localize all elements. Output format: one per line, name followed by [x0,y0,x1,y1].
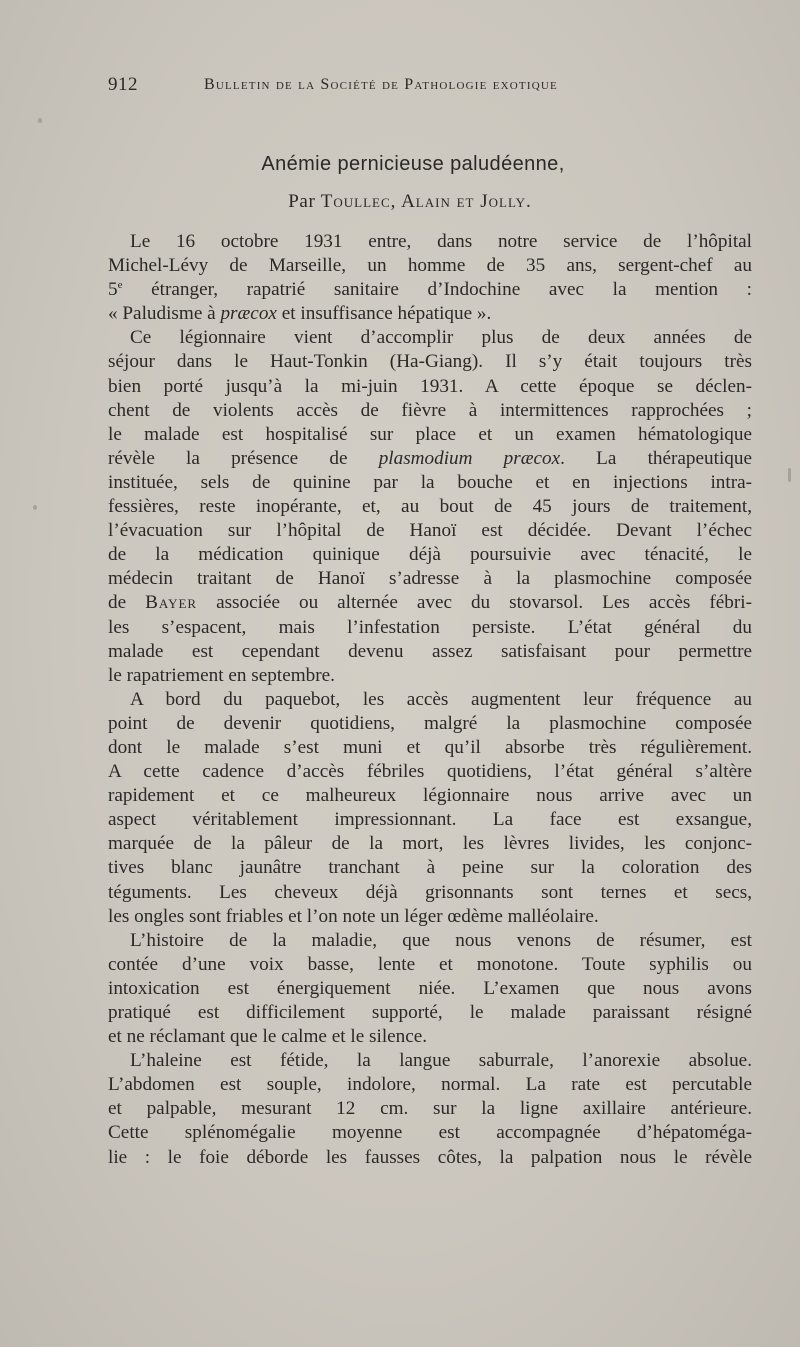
line-text: A cette cadence d’accès fébriles quotidiens, l’état général s’altère [108,761,752,783]
text-line [108,664,752,688]
line-text: contée d’une voix basse, lente et monotone. Toute syphilis ou [108,953,752,975]
article-authors [0,191,800,213]
text-line [108,1121,752,1145]
text-line [108,977,752,1001]
text-line [108,953,752,977]
text-line [108,688,752,712]
line-sc: Bayer [145,592,198,614]
line-text: fessières, reste inopérante, et, au bout de 45 jours de traitement, [108,496,752,518]
line-text: instituée, sels de quinine par la bouche et en injections intra- [108,471,752,493]
line-text: de [108,592,146,614]
author-names: Toullec, Alain et Jolly. [320,191,532,212]
line-text: L’haleine est fétide, la langue saburrale, l’anorexie absolue. [130,1050,752,1072]
running-head-title: Bulletin de la Société de Pathologie exotique [204,76,558,93]
line-text: le rapatriement en septembre. [108,664,335,686]
text-line [108,399,752,423]
text-line [108,712,752,736]
line-text: et palpable, mesurant 12 cm. sur la ligne axillaire antérieure. [108,1098,752,1120]
line-text: L’histoire de la maladie, que nous venons de résumer, est [130,929,752,951]
line-text: malade est cependant devenu assez satisfaisant pour permettre [108,640,752,662]
line-text: révèle la présence de [108,447,379,469]
text-line [108,1097,752,1121]
text-line [108,278,752,302]
text-line [108,1073,752,1097]
line-text: téguments. Les cheveux déjà grisonnants sont ternes et secs, [108,881,752,903]
line-text: Ce légionnaire vient d’accomplir plus de deux années de [130,327,752,349]
page-number: 912 [108,74,138,95]
line-text: séjour dans le Haut-Tonkin (Ha-Giang). Il s’y était toujours très [108,351,752,373]
text-line [108,350,752,374]
line-text: marquée de la pâleur de la mort, les lèvres livides, les conjonc- [108,833,752,855]
line-ital: præcox [220,303,277,325]
line-text: tives blanc jaunâtre tranchant à peine sur la coloration des [108,857,752,879]
text-line [108,519,752,543]
line-text: et ne réclamant que le calme et le silence. [108,1026,428,1048]
by-label: Par [288,191,316,212]
line-text: aspect véritablement impressionnant. La face est exsangue, [108,809,752,831]
text-line [108,471,752,495]
text-line [108,856,752,880]
line-text: point de devenir quotidiens, malgré la plasmochine composée [108,712,752,734]
text-line [108,616,752,640]
line-text: lie : le foie déborde les fausses côtes, la palpation nous le révèle [108,1146,752,1168]
article-body [108,230,752,1170]
text-line [108,302,752,326]
text-line [108,254,752,278]
line-text: Le 16 octobre 1931 entre, dans notre service de l’hôpital [130,231,752,252]
text-line [108,1049,752,1073]
line-text: le malade est hospitalisé sur place et un examen hématologique [108,423,752,445]
text-line [108,567,752,591]
line-text: intoxication est énergiquement niée. L’examen que nous avons [108,977,752,999]
line-text: A bord du paquebot, les accès augmentent leur fréquence au [130,688,752,710]
running-header [108,74,758,104]
line-post: . La thérapeutique [560,447,752,469]
line-text: Michel-Lévy de Marseille, un homme de 35 ans, sergent-chef au [108,255,752,277]
line-text: dont le malade s’est muni et qu’il absorbe très régulièrement. [108,736,752,758]
line-ital: plasmodium præcox [378,447,561,469]
scan-speck [38,118,42,123]
text-line [108,784,752,808]
line-text: pratiqué est difficilement supporté, le malade paraissant résigné [108,1002,752,1023]
text-line [108,447,752,471]
text-line [108,881,752,905]
scan-speck [788,468,791,482]
line-text: de la médication quinique déjà poursuivie avec ténacité, le [108,544,752,566]
text-line [108,1001,752,1025]
line-post: associée ou alternée avec du stovarsol. Les accès fébri- [197,592,752,614]
text-line [108,1146,752,1170]
text-line [108,736,752,760]
text-line [108,808,752,832]
line-post: et insuffisance hépatique ». [276,303,492,325]
line-text: étranger, rapatrié sanitaire d’Indochine avec la mention : [122,279,752,301]
text-line [108,423,752,447]
line-sup: e [117,279,123,292]
text-line [108,929,752,953]
scan-speck [33,505,37,510]
text-line [108,543,752,567]
text-line [108,905,752,929]
line-text: bien porté jusqu’à la mi-juin 1931. A cette époque se déclen- [108,375,752,397]
text-line [108,591,752,615]
text-line [108,230,752,254]
line-text: les ongles sont friables et l’on note un léger œdème malléolaire. [108,905,599,927]
line-text: chent de violents accès de fièvre à intermittences rapprochées ; [108,399,752,421]
text-line [108,326,752,350]
text-line [108,760,752,784]
line-text: l’évacuation sur l’hôpital de Hanoï est décidée. Devant l’échec [108,520,752,542]
text-line [108,1025,752,1049]
line-pre: 5 [108,279,118,301]
text-line [108,832,752,856]
line-text: médecin traitant de Hanoï s’adresse à la plasmochine composée [108,568,752,590]
line-text: les s’espacent, mais l’infestation persiste. L’état général du [108,616,752,638]
line-text: « Paludisme à [108,303,221,325]
line-text: Cette splénomégalie moyenne est accompagnée d’hépatoméga- [108,1122,752,1144]
text-line [108,640,752,664]
text-line [108,375,752,399]
line-text: rapidement et ce malheureux légionnaire nous arrive avec un [108,785,752,807]
article-title: Anémie pernicieuse paludéenne, [261,153,565,175]
text-line [108,495,752,519]
line-text: L’abdomen est souple, indolore, normal. La rate est percutable [108,1074,752,1096]
